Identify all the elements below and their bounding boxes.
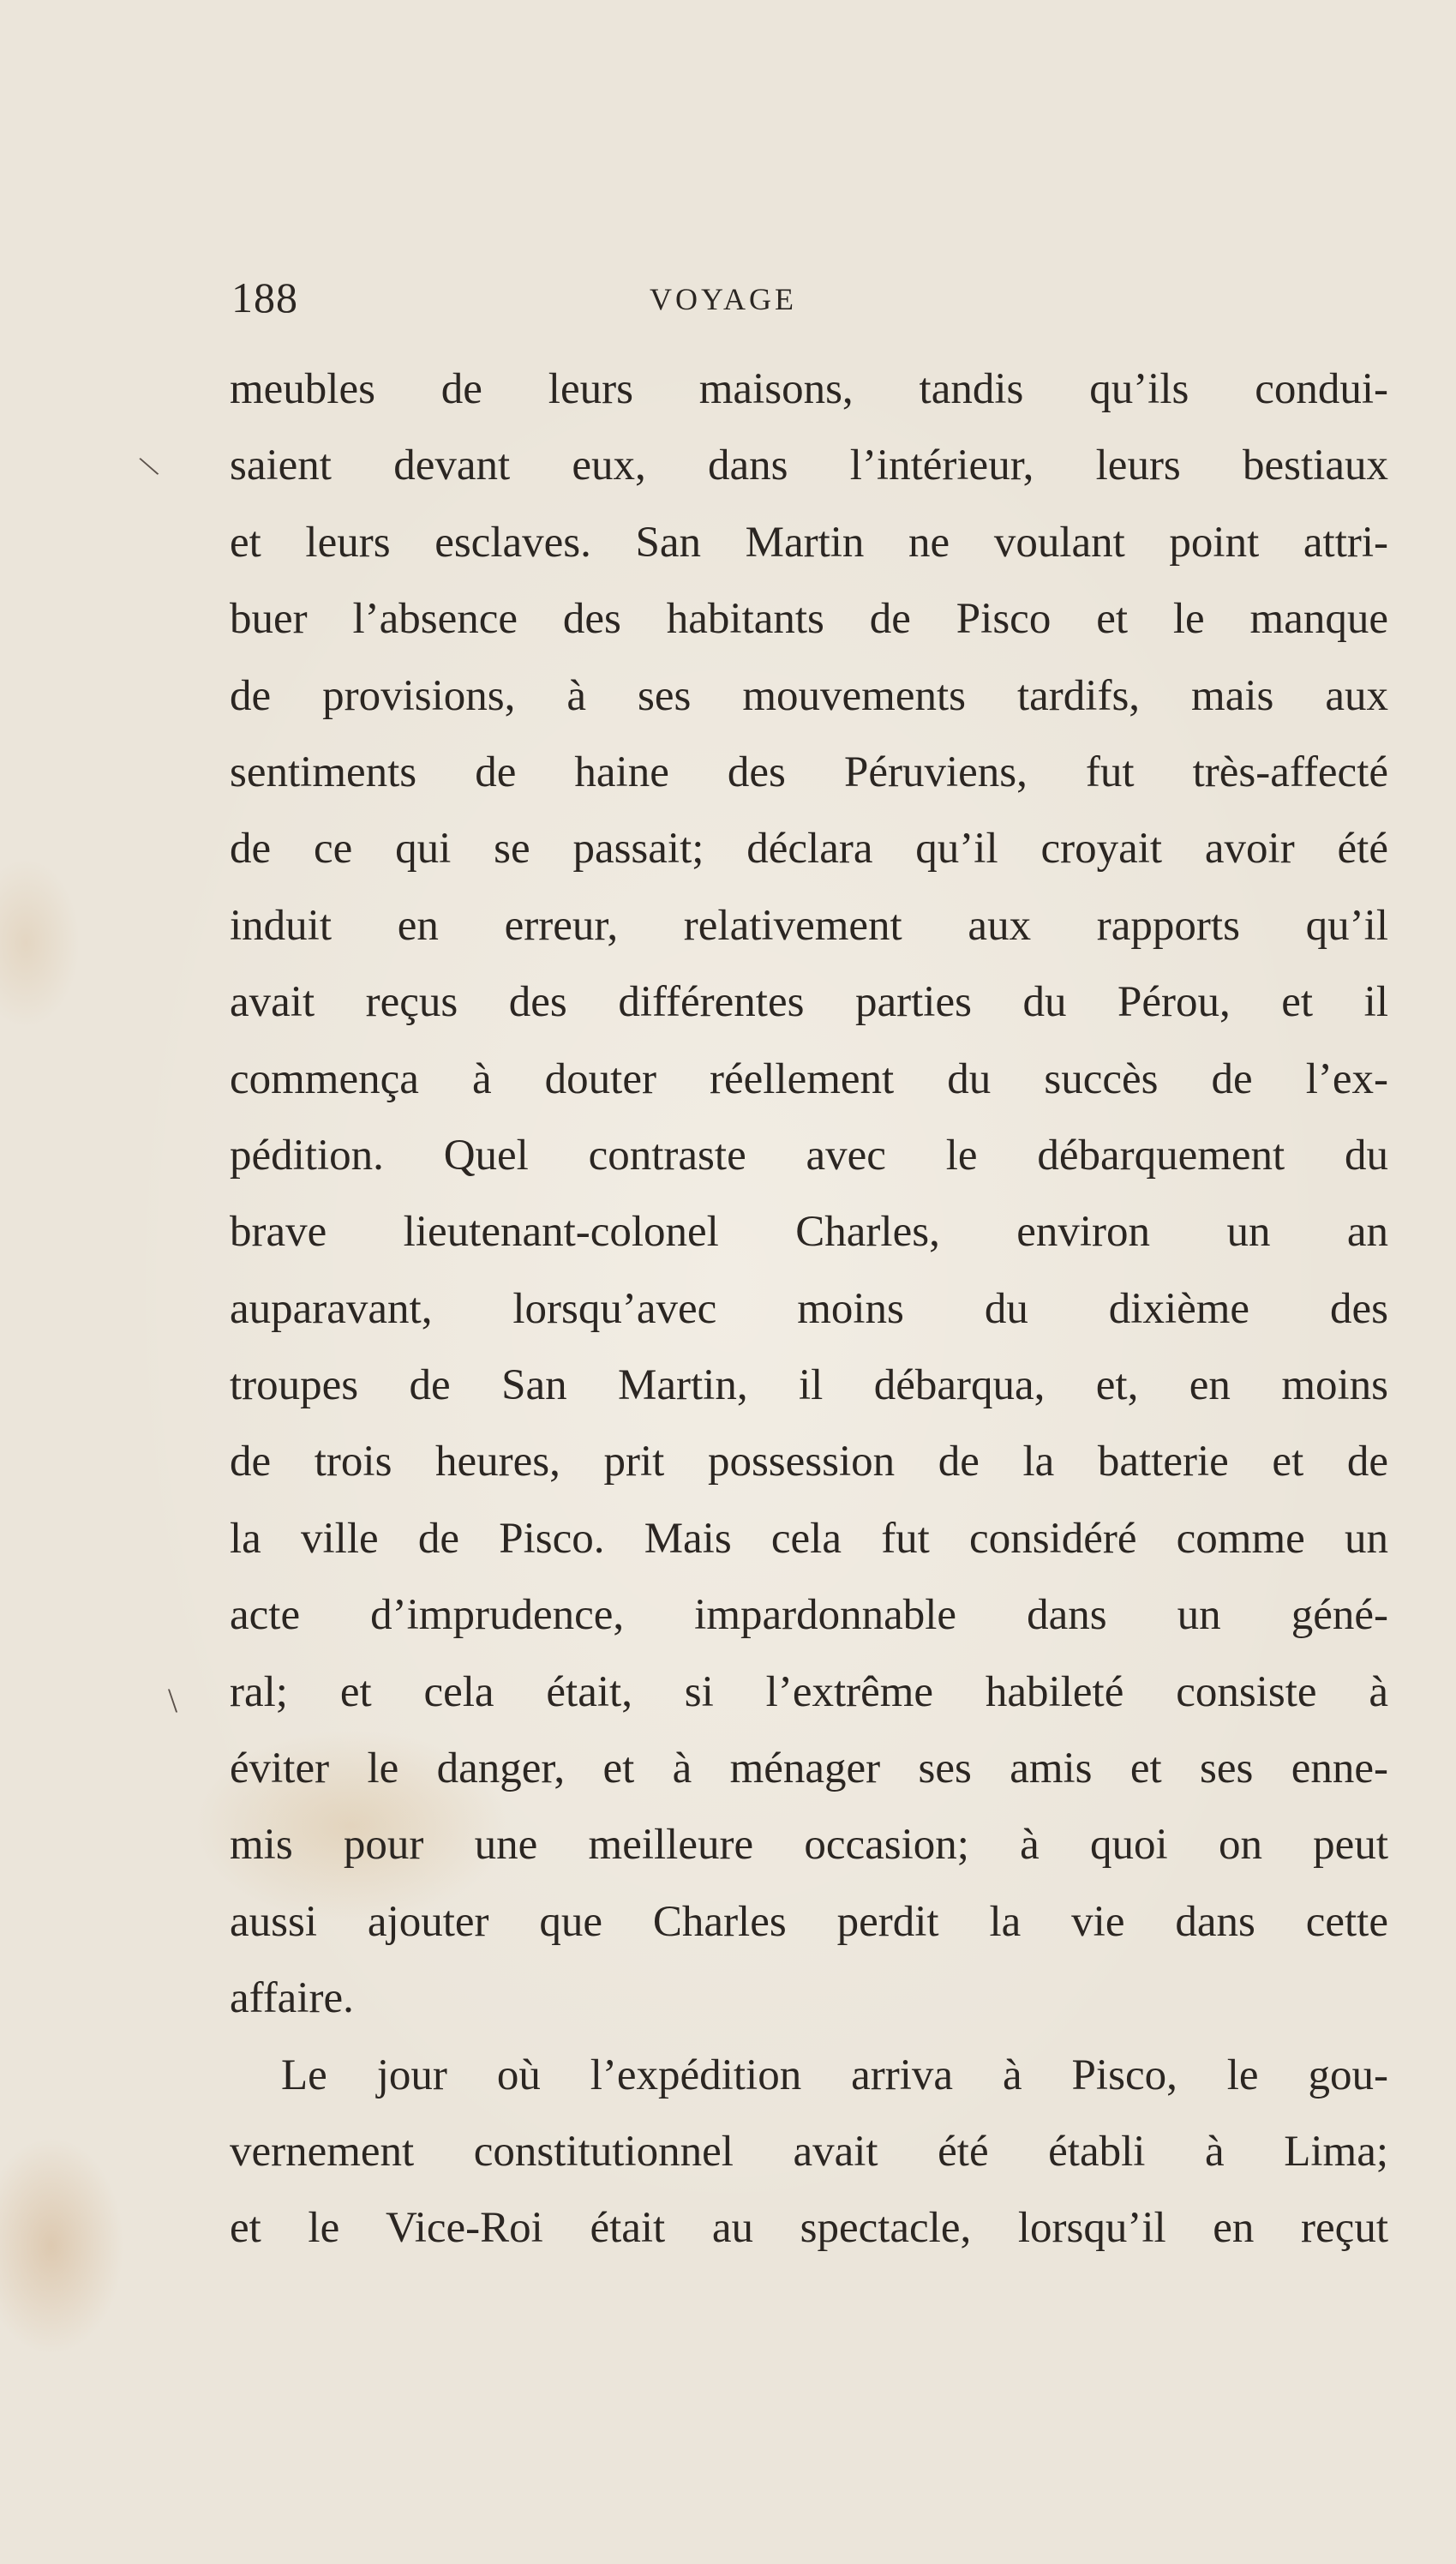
text-line: éviter le danger, et à ménager ses amis et ses enne- <box>230 1744 1388 1793</box>
text-line: de provisions, à ses mouvements tardifs, mais aux <box>230 671 1388 720</box>
body-text <box>230 351 1388 2267</box>
text-line: et leurs esclaves. San Martin ne voulant point attri- <box>230 518 1388 567</box>
text-line: avait reçus des différentes parties du Pérou, et il <box>230 978 1388 1027</box>
margin-mark: \ <box>135 447 163 485</box>
text-line: sentiments de haine des Péruviens, fut très-affecté <box>230 748 1388 796</box>
text-line: mis pour une meilleure occasion; à quoi on peut <box>230 1821 1388 1870</box>
text-line: de trois heures, prit possession de la batterie et de <box>230 1438 1388 1486</box>
margin-mark: \ <box>168 1681 178 1720</box>
text-line: commença à douter réellement du succès de l’ex- <box>230 1054 1388 1103</box>
text-line: auparavant, lorsqu’avec moins du dixième des <box>230 1284 1388 1333</box>
text-line: pédition. Quel contraste avec le débarquement du <box>230 1131 1388 1180</box>
page-header <box>230 273 1217 324</box>
text-line: ral; et cela était, si l’extrême habileté consiste à <box>230 1667 1388 1716</box>
page-number: 188 <box>231 273 298 321</box>
running-head: VOYAGE <box>650 282 797 316</box>
text-line: vernement constitutionnel avait été établi à Lima; <box>230 2127 1388 2176</box>
text-line: troupes de San Martin, il débarqua, et, en moins <box>230 1361 1388 1410</box>
text-line: induit en erreur, relativement aux rapports qu’il <box>230 901 1388 950</box>
text-line: meubles de leurs maisons, tandis qu’ils condui- <box>230 365 1388 413</box>
text-line: la ville de Pisco. Mais cela fut considéré comme un <box>230 1514 1388 1563</box>
text-line: buer l’absence des habitants de Pisco et le manque <box>230 595 1388 644</box>
text-line: et le Vice-Roi était au spectacle, lorsqu’il en reçut <box>230 2204 1388 2253</box>
text-line: acte d’imprudence, impardonnable dans un géné- <box>230 1591 1388 1640</box>
text-line: affaire. <box>230 1974 354 2023</box>
text-line: de ce qui se passait; déclara qu’il croyait avoir été <box>230 825 1388 874</box>
text-line: Le jour où l’expédition arriva à Pisco, le gou- <box>281 2051 1388 2099</box>
text-line: saient devant eux, dans l’intérieur, leurs bestiaux <box>230 441 1388 490</box>
text-line: brave lieutenant-colonel Charles, environ un an <box>230 1208 1388 1257</box>
text-line: aussi ajouter que Charles perdit la vie dans cette <box>230 1897 1388 1946</box>
